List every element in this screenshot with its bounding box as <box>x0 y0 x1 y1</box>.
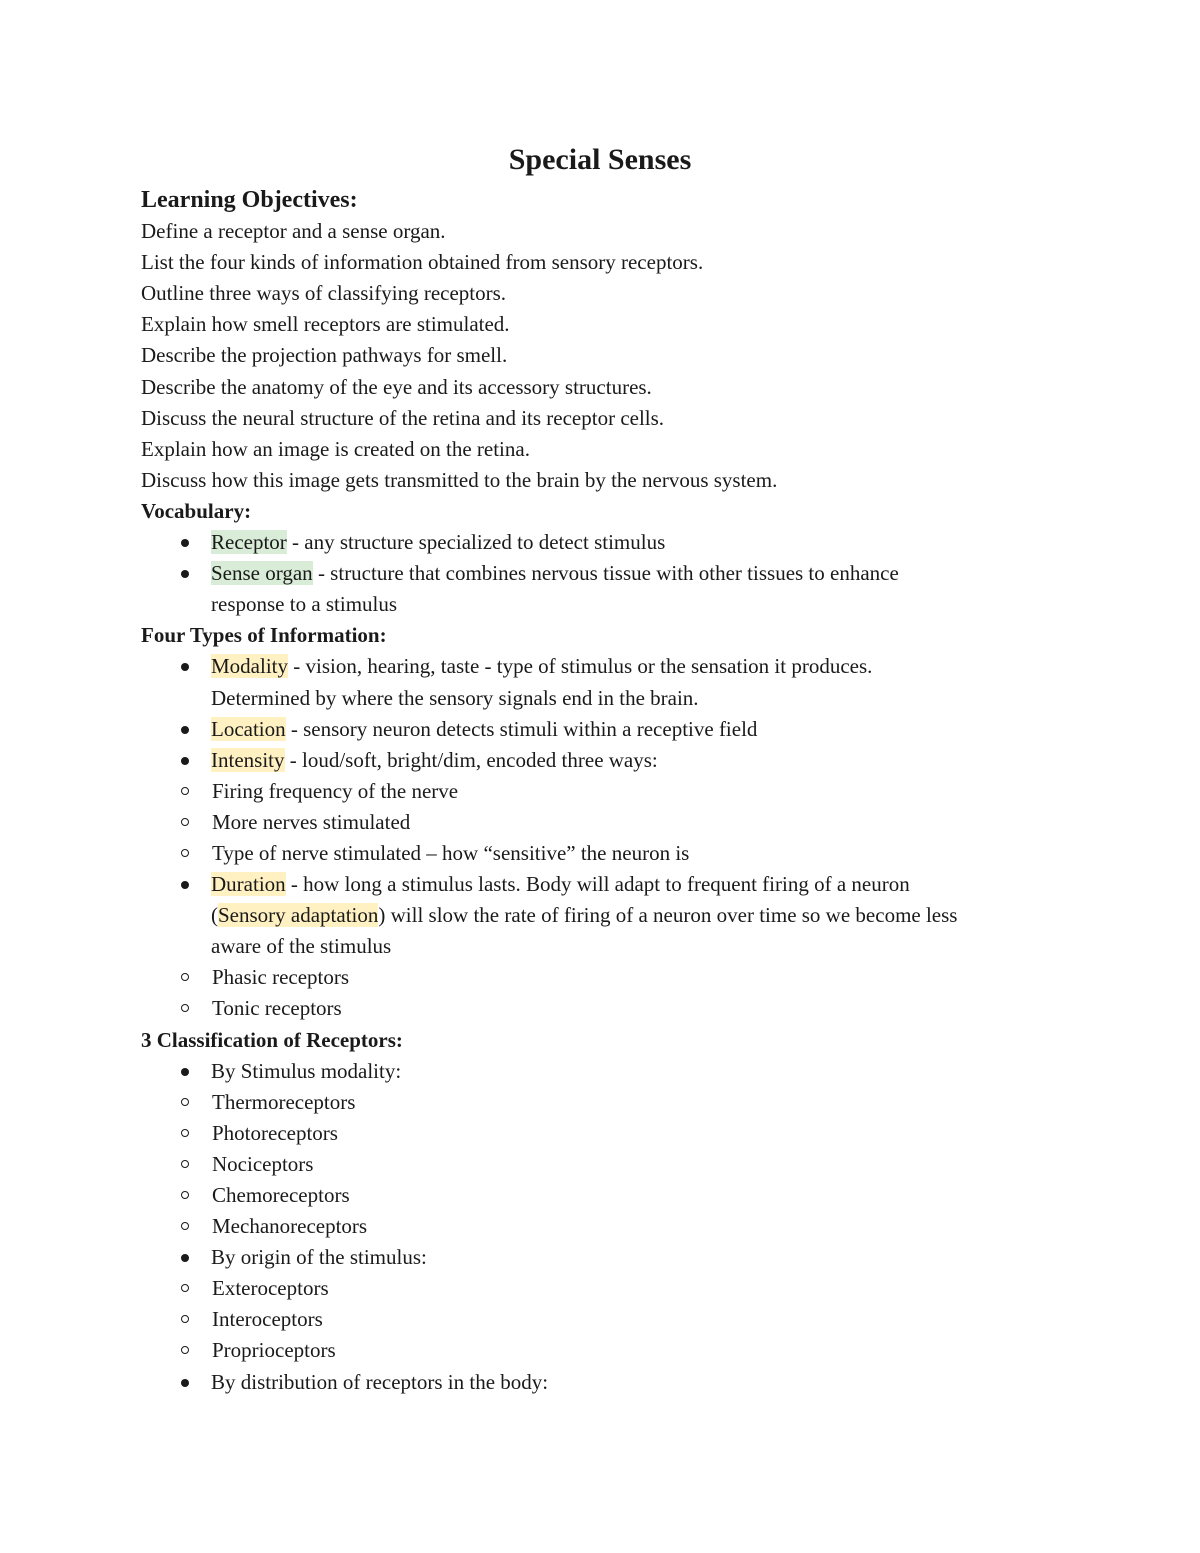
highlighted-term: Modality <box>211 654 288 679</box>
highlighted-term: Sensory adaptation <box>218 903 379 928</box>
classification-heading: 3 Classification of Receptors: <box>141 1027 403 1052</box>
item-text: - loud/soft, bright/dim, encoded three ways: <box>284 747 658 772</box>
sub-list-item: Interoceptors <box>141 1304 1101 1335</box>
sub-list-item: Thermoreceptors <box>141 1087 1101 1118</box>
item-text: By distribution of receptors in the body: <box>211 1369 549 1394</box>
paren-open: ( <box>211 903 218 928</box>
highlighted-term: Location <box>211 716 286 741</box>
document-body <box>141 185 1101 1398</box>
info-types-heading: Four Types of Information: <box>141 623 387 648</box>
objective-line: Describe the anatomy of the eye and its accessory structures. <box>141 374 652 399</box>
sub-list-item: Phasic receptors <box>141 962 1101 993</box>
item-text: By Stimulus modality: <box>211 1058 402 1083</box>
sub-list-item: Mechanoreceptors <box>141 1211 1101 1242</box>
objective-line: List the four kinds of information obtained from sensory receptors. <box>141 250 704 275</box>
highlighted-term: Receptor <box>211 530 287 555</box>
highlighted-term: Intensity <box>211 747 285 772</box>
vocabulary-heading: Vocabulary: <box>141 498 252 523</box>
learning-objectives-heading: Learning Objectives: <box>141 187 358 213</box>
term-definition-continued: response to a stimulus <box>211 592 398 617</box>
objective-line: Outline three ways of classifying receptors. <box>141 281 507 306</box>
term-definition: - structure that combines nervous tissue with other tissues to enhance <box>312 561 899 586</box>
objective-line: Describe the projection pathways for smell. <box>141 343 508 368</box>
sub-list-item: Photoreceptors <box>141 1118 1101 1149</box>
sub-list-item: Proprioceptors <box>141 1335 1101 1366</box>
objective-line: Explain how smell receptors are stimulated. <box>141 312 510 337</box>
sub-list <box>141 1087 1101 1242</box>
item-text: - vision, hearing, taste - type of stimulus or the sensation it produces. <box>288 654 873 679</box>
list-item <box>141 558 1101 620</box>
info-types-list <box>141 651 1101 1024</box>
highlighted-term: Duration <box>211 872 286 897</box>
sub-list-item: Nociceptors <box>141 1149 1101 1180</box>
objective-line: Explain how an image is created on the retina. <box>141 436 530 461</box>
list-item <box>141 745 1101 869</box>
vocabulary-list <box>141 527 1101 620</box>
item-text-continued: Determined by where the sensory signals end in the brain. <box>211 685 699 710</box>
list-item <box>141 714 1101 745</box>
list-item <box>141 651 1101 713</box>
list-item <box>141 527 1101 558</box>
item-text: - how long a stimulus lasts. Body will adapt to frequent firing of a neuron <box>285 872 910 897</box>
classification-list <box>141 1056 1101 1398</box>
page-title: Special Senses <box>508 143 692 176</box>
highlighted-term: Sense organ <box>211 561 313 586</box>
objective-line: Discuss the neural structure of the retina and its receptor cells. <box>141 405 665 430</box>
sub-list-item: Firing frequency of the nerve <box>141 776 1101 807</box>
sub-list <box>141 776 1101 869</box>
sub-list-item: Exteroceptors <box>141 1273 1101 1304</box>
item-text: By origin of the stimulus: <box>211 1245 427 1270</box>
objective-line: Discuss how this image gets transmitted to the brain by the nervous system. <box>141 467 778 492</box>
item-text-continued: ) will slow the rate of firing of a neuron over time so we become less <box>378 903 958 928</box>
sub-list-item: Tonic receptors <box>141 993 1101 1024</box>
sub-list <box>141 1273 1101 1366</box>
objective-line: Define a receptor and a sense organ. <box>141 219 446 244</box>
item-text-continued: aware of the stimulus <box>211 934 392 959</box>
item-text: - sensory neuron detects stimuli within a receptive field <box>285 716 758 741</box>
list-item <box>141 1056 1101 1243</box>
list-item <box>141 1242 1101 1366</box>
list-item <box>141 869 1101 1024</box>
sub-list <box>141 962 1101 1024</box>
sub-list-item: Type of nerve stimulated – how “sensitive” the neuron is <box>141 838 1101 869</box>
sub-list-item: More nerves stimulated <box>141 807 1101 838</box>
sub-list-item: Chemoreceptors <box>141 1180 1101 1211</box>
term-definition: - any structure specialized to detect stimulus <box>286 530 666 555</box>
list-item <box>141 1367 1101 1398</box>
